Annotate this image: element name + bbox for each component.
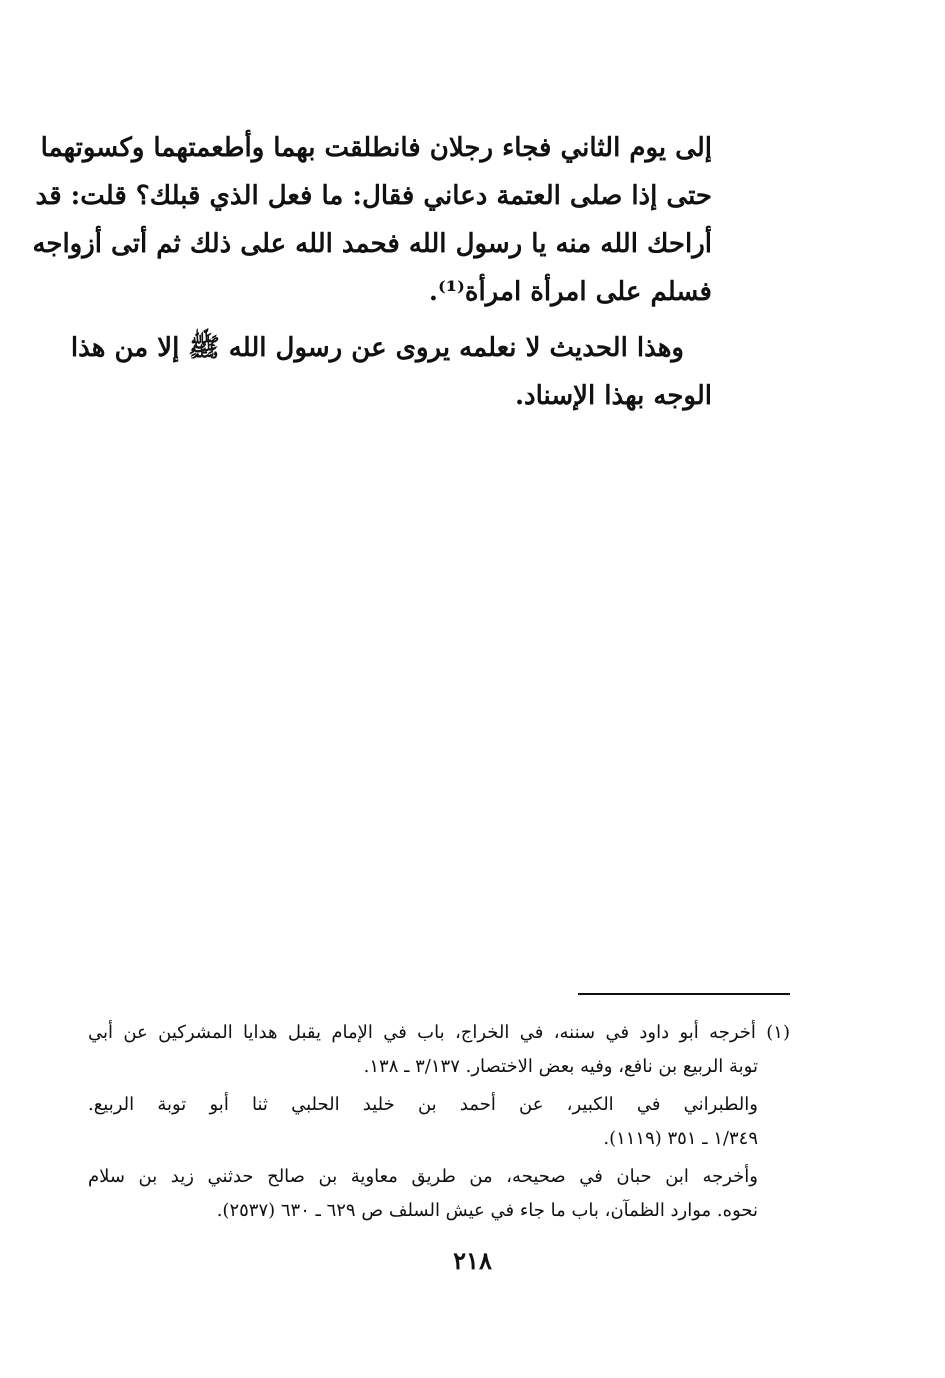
main-line: الوجه بهذا الإسناد.: [514, 381, 712, 411]
main-line: وهذا الحديث لا نعلمه يروى عن رسول الله ﷺ إلا من هذا: [70, 333, 684, 363]
main-paragraph-2: [70, 324, 712, 420]
footnote-line: (١) أخرجه أبو داود في سننه، في الخراج، باب في الإمام يقبل هدايا المشركين عن أبي: [88, 1022, 790, 1043]
footnote-line: توبة الربيع بن نافع، وفيه بعض الاختصار. ٣/١٣٧ ـ ١٣٨.: [363, 1056, 758, 1077]
main-text-block: [32, 124, 712, 420]
footnote-separator: [578, 993, 790, 995]
footnote-line: نحوه. موارد الظمآن، باب ما جاء في عيش السلف ص ٦٢٩ ـ ٦٣٠ (٢٥٣٧).: [216, 1200, 758, 1221]
footnotes-block: [88, 1016, 790, 1232]
main-line: فسلم على امرأة امرأة⁽¹⁾.: [428, 277, 712, 307]
footnote-line: والطبراني في الكبير، عن أحمد بن خليد الحلبي ثنا أبو توبة الربيع.: [88, 1094, 758, 1115]
footnote-paragraph-2: [88, 1088, 790, 1156]
main-paragraph-1: [32, 124, 712, 316]
main-line: إلى يوم الثاني فجاء رجلان فانطلقت بهما وأطعمتهما وكسوتهما: [40, 133, 712, 163]
footnote-paragraph-1: [88, 1016, 790, 1084]
footnote-paragraph-3: [88, 1160, 790, 1228]
main-line: أراحك الله منه يا رسول الله فحمد الله على ذلك ثم أتى أزواجه: [32, 229, 712, 259]
main-line: حتى إذا صلى العتمة دعاني فقال: ما فعل الذي قبلك؟ قلت: قد: [35, 181, 712, 211]
footnote-line: ١/٣٤٩ ـ ٣٥١ (١١١٩).: [603, 1128, 758, 1149]
page-number: ٢١٨: [453, 1246, 492, 1275]
footnote-line: وأخرجه ابن حبان في صحيحه، من طريق معاوية بن صالح حدثني زيد بن سلام: [88, 1166, 759, 1187]
